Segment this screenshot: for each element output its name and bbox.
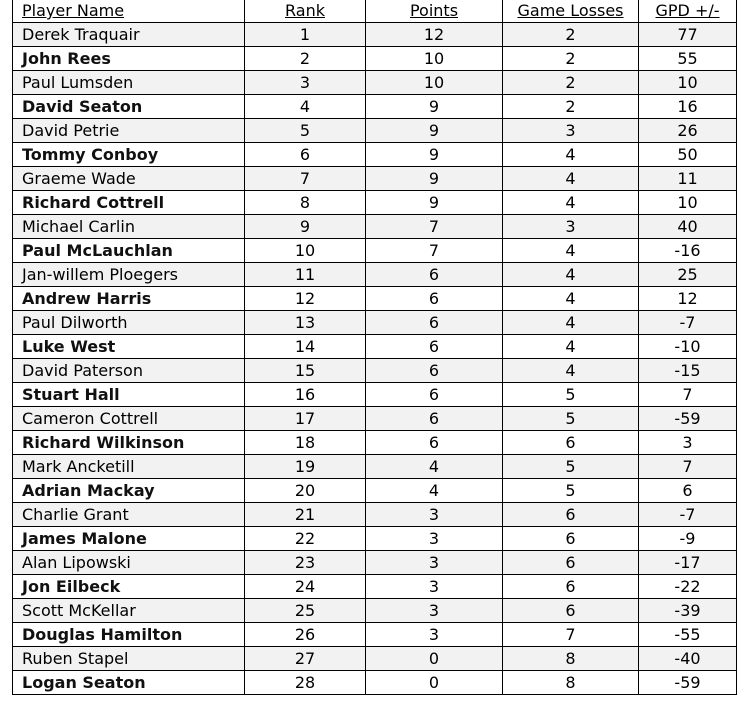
player-name-cell: Jan-willem Ploegers bbox=[13, 263, 245, 287]
rank-cell: 20 bbox=[245, 479, 366, 503]
rank-cell: 7 bbox=[245, 167, 366, 191]
points-cell: 3 bbox=[366, 599, 503, 623]
gpd-cell: -22 bbox=[639, 575, 737, 599]
points-cell: 12 bbox=[366, 23, 503, 47]
gpd-cell: -10 bbox=[639, 335, 737, 359]
game-losses-cell: 4 bbox=[503, 143, 639, 167]
game-losses-cell: 4 bbox=[503, 311, 639, 335]
points-cell: 3 bbox=[366, 527, 503, 551]
game-losses-cell: 6 bbox=[503, 599, 639, 623]
gpd-cell: 12 bbox=[639, 287, 737, 311]
rank-cell: 2 bbox=[245, 47, 366, 71]
rank-cell: 8 bbox=[245, 191, 366, 215]
game-losses-cell: 5 bbox=[503, 479, 639, 503]
table-row bbox=[13, 551, 737, 575]
rank-cell: 4 bbox=[245, 95, 366, 119]
game-losses-cell: 8 bbox=[503, 647, 639, 671]
gpd-cell: 26 bbox=[639, 119, 737, 143]
table-row bbox=[13, 599, 737, 623]
game-losses-cell: 6 bbox=[503, 551, 639, 575]
gpd-cell: -16 bbox=[639, 239, 737, 263]
table-row bbox=[13, 407, 737, 431]
player-name-cell: David Seaton bbox=[13, 95, 245, 119]
points-cell: 4 bbox=[366, 479, 503, 503]
rank-cell: 9 bbox=[245, 215, 366, 239]
player-name-cell: Cameron Cottrell bbox=[13, 407, 245, 431]
header-game-losses: Game Losses bbox=[503, 0, 639, 23]
table-row bbox=[13, 335, 737, 359]
game-losses-cell: 6 bbox=[503, 431, 639, 455]
gpd-cell: 10 bbox=[639, 71, 737, 95]
player-name-cell: Alan Lipowski bbox=[13, 551, 245, 575]
gpd-cell: 40 bbox=[639, 215, 737, 239]
player-name-cell: Charlie Grant bbox=[13, 503, 245, 527]
gpd-cell: -40 bbox=[639, 647, 737, 671]
table-row bbox=[13, 119, 737, 143]
points-cell: 10 bbox=[366, 71, 503, 95]
rank-cell: 10 bbox=[245, 239, 366, 263]
player-name-cell: Tommy Conboy bbox=[13, 143, 245, 167]
points-cell: 6 bbox=[366, 311, 503, 335]
rank-cell: 28 bbox=[245, 671, 366, 695]
table-row bbox=[13, 287, 737, 311]
gpd-cell: 25 bbox=[639, 263, 737, 287]
game-losses-cell: 4 bbox=[503, 335, 639, 359]
rank-cell: 13 bbox=[245, 311, 366, 335]
rank-cell: 17 bbox=[245, 407, 366, 431]
gpd-cell: -15 bbox=[639, 359, 737, 383]
player-name-cell: Andrew Harris bbox=[13, 287, 245, 311]
gpd-cell: -39 bbox=[639, 599, 737, 623]
table-row bbox=[13, 191, 737, 215]
table-row bbox=[13, 23, 737, 47]
rank-cell: 24 bbox=[245, 575, 366, 599]
points-cell: 9 bbox=[366, 143, 503, 167]
rank-cell: 12 bbox=[245, 287, 366, 311]
player-name-cell: Ruben Stapel bbox=[13, 647, 245, 671]
points-cell: 0 bbox=[366, 647, 503, 671]
gpd-cell: -7 bbox=[639, 311, 737, 335]
gpd-cell: -9 bbox=[639, 527, 737, 551]
game-losses-cell: 6 bbox=[503, 503, 639, 527]
points-cell: 3 bbox=[366, 503, 503, 527]
player-name-cell: Adrian Mackay bbox=[13, 479, 245, 503]
rank-cell: 14 bbox=[245, 335, 366, 359]
points-cell: 0 bbox=[366, 671, 503, 695]
gpd-cell: 7 bbox=[639, 455, 737, 479]
gpd-cell: 3 bbox=[639, 431, 737, 455]
points-cell: 6 bbox=[366, 407, 503, 431]
points-cell: 10 bbox=[366, 47, 503, 71]
game-losses-cell: 2 bbox=[503, 23, 639, 47]
gpd-cell: -55 bbox=[639, 623, 737, 647]
gpd-cell: 6 bbox=[639, 479, 737, 503]
player-name-cell: Derek Traquair bbox=[13, 23, 245, 47]
table-row bbox=[13, 671, 737, 695]
player-name-cell: Logan Seaton bbox=[13, 671, 245, 695]
table-row bbox=[13, 527, 737, 551]
table-row bbox=[13, 263, 737, 287]
game-losses-cell: 2 bbox=[503, 71, 639, 95]
gpd-cell: 55 bbox=[639, 47, 737, 71]
player-name-cell: Douglas Hamilton bbox=[13, 623, 245, 647]
rank-cell: 1 bbox=[245, 23, 366, 47]
player-name-cell: Scott McKellar bbox=[13, 599, 245, 623]
gpd-cell: -17 bbox=[639, 551, 737, 575]
rank-cell: 25 bbox=[245, 599, 366, 623]
game-losses-cell: 4 bbox=[503, 191, 639, 215]
points-cell: 6 bbox=[366, 359, 503, 383]
player-name-cell: Luke West bbox=[13, 335, 245, 359]
rank-cell: 11 bbox=[245, 263, 366, 287]
gpd-cell: 10 bbox=[639, 191, 737, 215]
table-row bbox=[13, 167, 737, 191]
gpd-cell: 7 bbox=[639, 383, 737, 407]
game-losses-cell: 7 bbox=[503, 623, 639, 647]
points-cell: 9 bbox=[366, 167, 503, 191]
game-losses-cell: 8 bbox=[503, 671, 639, 695]
player-name-cell: Stuart Hall bbox=[13, 383, 245, 407]
table-row bbox=[13, 647, 737, 671]
player-name-cell: Michael Carlin bbox=[13, 215, 245, 239]
points-cell: 7 bbox=[366, 215, 503, 239]
gpd-cell: 50 bbox=[639, 143, 737, 167]
header-rank: Rank bbox=[245, 0, 366, 23]
game-losses-cell: 6 bbox=[503, 527, 639, 551]
player-name-cell: John Rees bbox=[13, 47, 245, 71]
rank-cell: 23 bbox=[245, 551, 366, 575]
rank-cell: 27 bbox=[245, 647, 366, 671]
game-losses-cell: 5 bbox=[503, 407, 639, 431]
points-cell: 3 bbox=[366, 623, 503, 647]
table-row bbox=[13, 239, 737, 263]
player-name-cell: David Petrie bbox=[13, 119, 245, 143]
game-losses-cell: 4 bbox=[503, 167, 639, 191]
rank-cell: 5 bbox=[245, 119, 366, 143]
points-cell: 6 bbox=[366, 335, 503, 359]
table-row bbox=[13, 431, 737, 455]
gpd-cell: 11 bbox=[639, 167, 737, 191]
gpd-cell: -7 bbox=[639, 503, 737, 527]
player-name-cell: David Paterson bbox=[13, 359, 245, 383]
table-row bbox=[13, 575, 737, 599]
header-row bbox=[13, 0, 737, 23]
table-row bbox=[13, 479, 737, 503]
table-row bbox=[13, 47, 737, 71]
player-name-cell: Richard Cottrell bbox=[13, 191, 245, 215]
rank-cell: 3 bbox=[245, 71, 366, 95]
game-losses-cell: 5 bbox=[503, 383, 639, 407]
game-losses-cell: 4 bbox=[503, 239, 639, 263]
gpd-cell: -59 bbox=[639, 671, 737, 695]
game-losses-cell: 4 bbox=[503, 263, 639, 287]
rank-cell: 26 bbox=[245, 623, 366, 647]
game-losses-cell: 5 bbox=[503, 455, 639, 479]
rank-cell: 16 bbox=[245, 383, 366, 407]
player-name-cell: Richard Wilkinson bbox=[13, 431, 245, 455]
points-cell: 7 bbox=[366, 239, 503, 263]
player-name-cell: Paul Lumsden bbox=[13, 71, 245, 95]
rank-cell: 18 bbox=[245, 431, 366, 455]
table-row bbox=[13, 623, 737, 647]
gpd-cell: 77 bbox=[639, 23, 737, 47]
rank-cell: 19 bbox=[245, 455, 366, 479]
points-cell: 6 bbox=[366, 287, 503, 311]
standings-table bbox=[12, 0, 737, 695]
points-cell: 4 bbox=[366, 455, 503, 479]
table-row bbox=[13, 143, 737, 167]
rank-cell: 22 bbox=[245, 527, 366, 551]
game-losses-cell: 2 bbox=[503, 95, 639, 119]
rank-cell: 6 bbox=[245, 143, 366, 167]
game-losses-cell: 4 bbox=[503, 287, 639, 311]
game-losses-cell: 6 bbox=[503, 575, 639, 599]
gpd-cell: -59 bbox=[639, 407, 737, 431]
game-losses-cell: 3 bbox=[503, 119, 639, 143]
gpd-cell: 16 bbox=[639, 95, 737, 119]
table-row bbox=[13, 383, 737, 407]
table-row bbox=[13, 71, 737, 95]
points-cell: 9 bbox=[366, 191, 503, 215]
header-points: Points bbox=[366, 0, 503, 23]
table-row bbox=[13, 455, 737, 479]
table-row bbox=[13, 359, 737, 383]
points-cell: 6 bbox=[366, 431, 503, 455]
game-losses-cell: 4 bbox=[503, 359, 639, 383]
player-name-cell: Mark Ancketill bbox=[13, 455, 245, 479]
header-gpd: GPD +/- bbox=[639, 0, 737, 23]
game-losses-cell: 3 bbox=[503, 215, 639, 239]
points-cell: 6 bbox=[366, 263, 503, 287]
player-name-cell: Paul McLauchlan bbox=[13, 239, 245, 263]
player-name-cell: James Malone bbox=[13, 527, 245, 551]
points-cell: 9 bbox=[366, 95, 503, 119]
player-name-cell: Paul Dilworth bbox=[13, 311, 245, 335]
table-row bbox=[13, 503, 737, 527]
header-player-name: Player Name bbox=[13, 0, 245, 23]
points-cell: 3 bbox=[366, 575, 503, 599]
points-cell: 9 bbox=[366, 119, 503, 143]
points-cell: 6 bbox=[366, 383, 503, 407]
player-name-cell: Jon Eilbeck bbox=[13, 575, 245, 599]
rank-cell: 21 bbox=[245, 503, 366, 527]
rank-cell: 15 bbox=[245, 359, 366, 383]
points-cell: 3 bbox=[366, 551, 503, 575]
game-losses-cell: 2 bbox=[503, 47, 639, 71]
player-name-cell: Graeme Wade bbox=[13, 167, 245, 191]
table-row bbox=[13, 95, 737, 119]
table-row bbox=[13, 311, 737, 335]
table-row bbox=[13, 215, 737, 239]
